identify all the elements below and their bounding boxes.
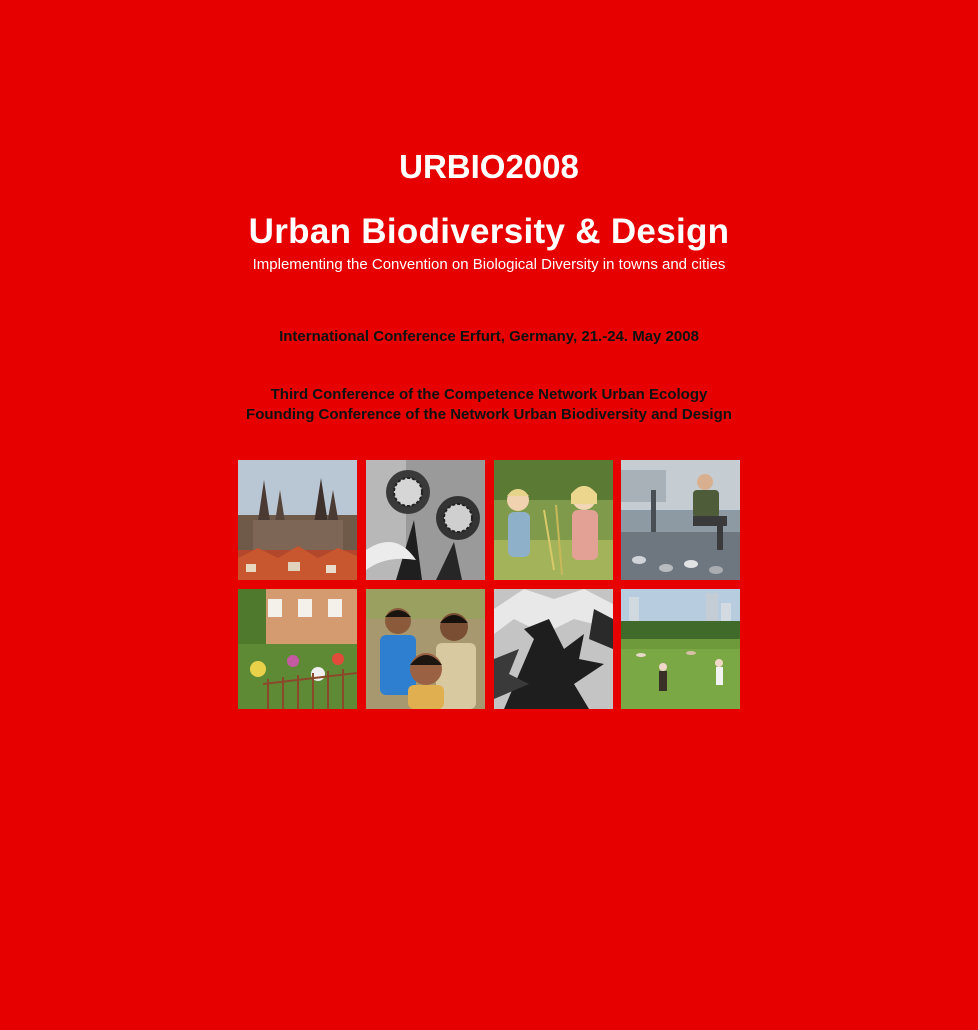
photo-park-skyline — [621, 589, 740, 709]
photo-erfurt-cathedral — [238, 460, 357, 580]
page-title: Urban Biodiversity & Design — [248, 212, 730, 251]
tagline: Implementing the Convention on Biological Diversity in towns and cities — [252, 256, 726, 273]
photo-thistle-heads — [366, 460, 485, 580]
photo-three-children — [366, 589, 485, 709]
photo-thistle-leaves — [494, 589, 613, 709]
photo-man-pigeons — [621, 460, 740, 580]
conference-location-date: International Conference Erfurt, Germany, 21.-24. May 2008 — [279, 328, 699, 345]
network-line-2: Founding Conference of the Network Urban Biodiversity and Design — [246, 406, 732, 423]
event-code: URBIO2008 — [399, 148, 579, 185]
network-line-1: Third Conference of the Competence Network Urban Ecology — [270, 386, 708, 403]
photo-house-garden — [238, 589, 357, 709]
photo-children-meadow — [494, 460, 613, 580]
